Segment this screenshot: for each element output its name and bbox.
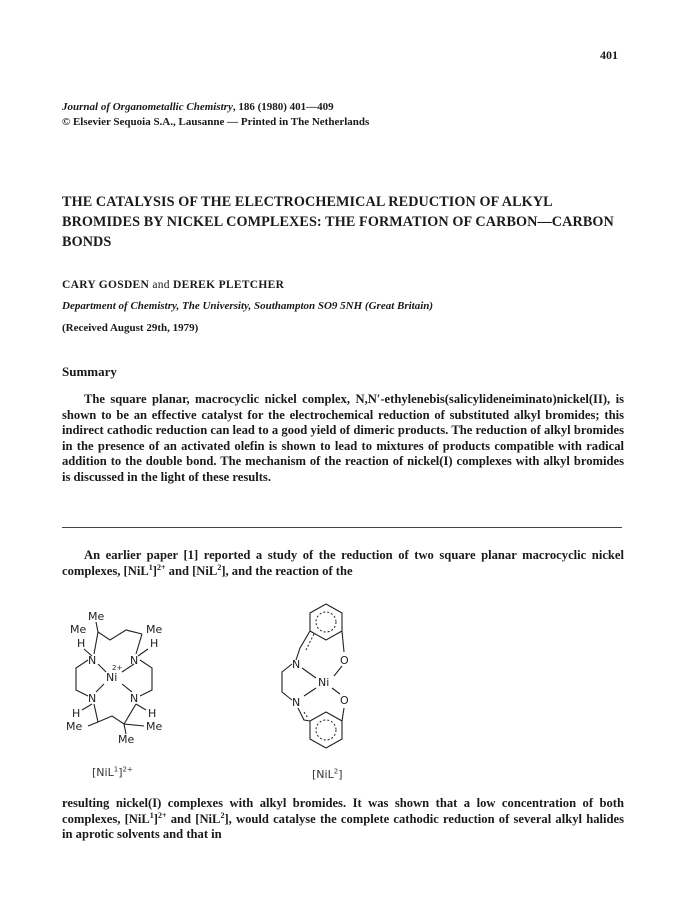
atom-n-lower-left: N [88, 692, 97, 705]
cont-text-1: resulting nickel(I) complexes with alkyl bromides. It was shown that a low concentration of both complexes, [NiL [62, 796, 624, 826]
received-date: (Received August 29th, 1979) [62, 322, 199, 334]
bond-c-me-ll [88, 722, 98, 726]
affiliation: Department of Chemistry, The University, Southampton SO9 5NH (Great Britain) [62, 300, 434, 312]
caption-nil1-close: ] [118, 766, 123, 779]
author-second: DEREK PLETCHER [173, 279, 285, 291]
structure-nil2 [282, 604, 349, 748]
bond-ethylene-bridge [282, 664, 292, 700]
summary-heading: Summary [62, 364, 117, 379]
intro-text-1: An earlier paper [1] reported a study of the reduction of two square planar macrocyclic nickel complexes, [NiL [62, 548, 624, 578]
atom-me-top-left: Me [70, 623, 87, 636]
intro-text-4: ], and the reaction of the [221, 563, 353, 578]
article-title: THE CATALYSIS OF THE ELECTROCHEMICAL REDUCTION OF ALKYL BROMIDES BY NICKEL COMPLEXES: THE FORMATION OF CARBON—CARBON BONDS [62, 194, 614, 250]
atom-n-bottom: N [292, 696, 301, 709]
aromatic-circle-bottom [316, 720, 336, 740]
bond-ring-o-bottom [342, 708, 344, 721]
cont-sup-2: 2+ [158, 810, 167, 820]
atom-h-bottom-left: H [72, 707, 81, 720]
caption-nil2-close: ] [338, 768, 343, 781]
atom-me-top: Me [88, 610, 105, 623]
bond-c-n-left [94, 632, 98, 654]
atom-o-bottom: O [340, 694, 349, 707]
bond-n-ni-ur [122, 664, 134, 672]
intro-text-3: and [NiL [165, 563, 218, 578]
atom-me-top-right: Me [146, 623, 163, 636]
intro-sup-2: 2+ [156, 562, 166, 572]
aromatic-circle-top [316, 612, 336, 632]
bond-bottom-bridge [94, 704, 136, 724]
continuation-paragraph [62, 796, 624, 843]
bond-n-ni-top [302, 668, 316, 678]
bond-right-chain [140, 660, 152, 696]
summary-paragraph: The square planar, macrocyclic nickel complex, N,N′-ethylenebis(salicylideneiminato)nickel(II), is shown to be an effective catalyst for the electrochemical reduction of substituted alkyl bromides; this indirect cathodic reduction can lead to a good yield of dimeric products. The reduction of alkyl bromides in the presence of an activated olefin is shown to lead to mixtures of products compatible with radical addition to the double bond. The mechanism of the reaction of nickel(I) complexes with alkyl bromides is discussed in the light of these results. [62, 392, 624, 484]
bond-ni-n-lr [122, 684, 132, 692]
bond-n-h-ll [82, 704, 92, 710]
bond-o-ni-top [334, 666, 342, 676]
caption-nil2-base: [NiL [312, 768, 334, 781]
atom-h-top-left: H [77, 637, 86, 650]
atom-me-bottom-left: Me [66, 720, 83, 733]
atom-o-top: O [340, 654, 349, 667]
author-first: CARY GOSDEN [62, 279, 150, 291]
atom-me-bottom: Me [118, 733, 135, 746]
caption-nil2-sup1: 2 [333, 767, 339, 776]
cont-sup-1: 1 [149, 810, 154, 820]
benzene-ring-bottom [310, 712, 342, 748]
bond-ni-n-ll [96, 684, 104, 692]
cont-text-3: and [NiL [166, 811, 221, 826]
journal-name: Journal of Organometallic Chemistry [62, 101, 233, 113]
atom-n-lower-right: N [130, 692, 139, 705]
cont-text-2: ] [153, 811, 158, 826]
atom-h-top-right: H [150, 637, 159, 650]
caption-nil2 [312, 768, 342, 781]
author-conjunction: and [149, 279, 173, 291]
bond-imine-bottom-dashed [304, 712, 308, 718]
bond-left-chain [76, 660, 88, 696]
intro-text-2: ] [152, 563, 157, 578]
bond-n-h-lr [136, 704, 146, 710]
caption-nil1-sup2: 2+ [122, 765, 133, 774]
bond-ring-o-top [342, 631, 344, 652]
atom-n-upper-right: N [130, 654, 139, 667]
atom-h-bottom-right: H [148, 707, 157, 720]
atom-me-bottom-right: Me [146, 720, 163, 733]
charge-label: 2+ [112, 664, 123, 672]
structure-nil1 [66, 610, 162, 746]
cont-text-4: ], would catalyse the complete cathodic reduction of several alkyl halides in aprotic solvents and that in [62, 811, 625, 841]
bond-n-ni-ul [98, 664, 106, 672]
journal-citation: , 186 (1980) 401—409 [232, 101, 334, 113]
intro-sup-1: 1 [148, 562, 153, 572]
intro-sup-3: 2 [217, 562, 222, 572]
caption-nil1-sup1: 1 [113, 765, 119, 774]
benzene-ring-top [310, 604, 342, 640]
page-number: 401 [600, 48, 618, 62]
atom-n-upper-left: N [88, 654, 97, 667]
bond-imine-bottom [298, 708, 310, 721]
bond-h-n-right [138, 649, 148, 656]
atom-n-top: N [292, 658, 301, 671]
continuation-text [62, 796, 624, 843]
atom-ni-left: Ni [106, 671, 118, 684]
bond-ni-o-bottom [332, 688, 340, 694]
publisher-line: © Elsevier Sequoia S.A., Lausanne — Printed in The Netherlands [62, 116, 370, 128]
atom-ni-right: Ni [318, 676, 330, 689]
bond-top-bridge [96, 622, 142, 640]
bond-c-n-right [136, 634, 142, 654]
bond-c-me-lr [124, 724, 144, 726]
caption-nil1-base: [NiL [92, 766, 114, 779]
bond-ni-n-bottom [304, 688, 316, 696]
cont-sup-3: 2 [220, 810, 225, 820]
caption-nil1 [92, 766, 133, 779]
